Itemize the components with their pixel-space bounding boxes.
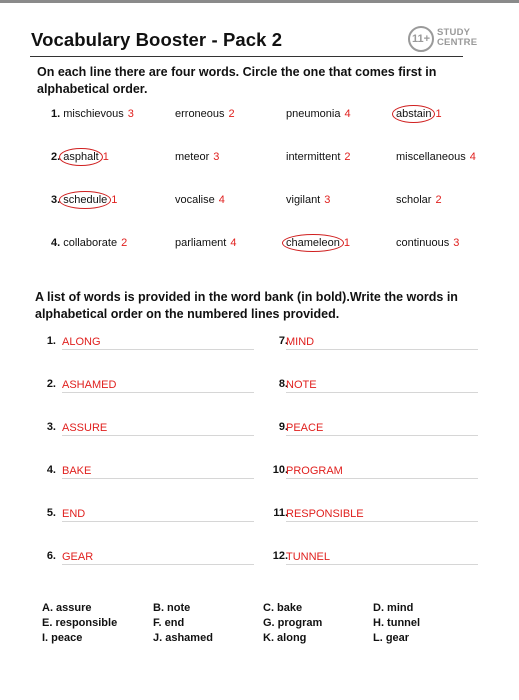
word-bank-item: D. mind: [373, 602, 414, 614]
answer-value: MIND: [286, 336, 315, 348]
option-rank: 3: [324, 194, 331, 206]
answer-line-2[interactable]: [62, 377, 254, 393]
option-word: scholar: [396, 194, 432, 206]
option-rank: 4: [469, 151, 476, 163]
answer-line-4[interactable]: [62, 463, 254, 479]
word-bank-item: E. responsible: [42, 617, 118, 629]
word-bank-item: F. end: [153, 617, 185, 629]
question-number: 1.: [51, 108, 61, 120]
answer-line-3[interactable]: [62, 420, 254, 436]
answer-number-6: 6.: [46, 550, 56, 562]
logo-badge: 11+: [408, 26, 434, 52]
option-word: vigilant: [286, 194, 321, 206]
answer-line-8[interactable]: [286, 377, 478, 393]
study-centre-logo: [408, 26, 490, 54]
option-rank: 3: [453, 237, 460, 249]
page-title: Vocabulary Booster - Pack 2: [31, 29, 283, 50]
answer-line-5[interactable]: [62, 506, 254, 522]
answer-value: END: [62, 508, 86, 520]
answer-value: RESPONSIBLE: [286, 508, 364, 520]
answer-number-10: 10.: [272, 464, 288, 476]
section2-instruction: A list of words is provided in the word bank (in bold).Write the words in alphabetical order on the numbered lines provided.: [35, 290, 458, 321]
word-bank-item: H. tunnel: [373, 617, 421, 629]
question-2-option-4[interactable]: [396, 151, 476, 163]
option-rank: 3: [127, 108, 134, 120]
question-1-option-1[interactable]: [51, 108, 134, 120]
question-3-option-3[interactable]: [286, 194, 330, 206]
word-bank-item: C. bake: [263, 602, 303, 614]
top-border: [0, 0, 519, 3]
answer-number-5: 5.: [46, 507, 56, 519]
option-word: mischievous: [63, 108, 124, 120]
answer-number-7: 7.: [278, 335, 288, 347]
option-rank: 1: [102, 151, 109, 163]
question-number: 2.: [51, 151, 61, 163]
option-word: parliament: [175, 237, 227, 249]
option-word: chameleon: [286, 237, 340, 249]
answer-number-8: 8.: [278, 378, 288, 390]
logo-text: [437, 28, 477, 48]
answer-number-2: 2.: [46, 378, 56, 390]
option-rank: 4: [344, 108, 351, 120]
option-rank: 1: [435, 108, 442, 120]
answer-number-11: 11.: [273, 507, 288, 519]
option-word: vocalise: [175, 194, 215, 206]
option-word: erroneous: [175, 108, 225, 120]
answer-value: PEACE: [286, 422, 324, 434]
question-number: 4.: [51, 237, 61, 249]
question-1-option-4[interactable]: [396, 108, 442, 120]
question-1-option-3[interactable]: [286, 108, 351, 120]
word-bank-item: G. program: [263, 617, 323, 629]
option-word: continuous: [396, 237, 450, 249]
answer-line-7[interactable]: [286, 334, 478, 350]
word-bank-item: I. peace: [42, 632, 83, 644]
answer-number-4: 4.: [46, 464, 56, 476]
answer-value: ASSURE: [62, 422, 108, 434]
option-rank: 3: [213, 151, 220, 163]
word-bank-item: K. along: [263, 632, 307, 644]
answer-number-1: 1.: [46, 335, 56, 347]
question-2-option-3[interactable]: [286, 151, 351, 163]
option-word: intermittent: [286, 151, 341, 163]
question-4-option-4[interactable]: [396, 237, 459, 249]
option-rank: 4: [218, 194, 225, 206]
question-3-option-4[interactable]: [396, 194, 442, 206]
answer-value: GEAR: [62, 551, 94, 563]
option-rank: 4: [230, 237, 237, 249]
word-bank-item: A. assure: [42, 602, 92, 614]
option-rank: 2: [121, 237, 128, 249]
option-word: miscellaneous: [396, 151, 466, 163]
answer-number-3: 3.: [46, 421, 56, 433]
answer-value: NOTE: [286, 379, 317, 391]
question-3-option-1[interactable]: [51, 194, 117, 206]
word-bank-item: L. gear: [373, 632, 410, 644]
answer-line-12[interactable]: [286, 549, 478, 565]
answer-line-6[interactable]: [62, 549, 254, 565]
answer-line-1[interactable]: [62, 334, 254, 350]
answer-value: TUNNEL: [286, 551, 331, 563]
title-divider: [30, 56, 463, 57]
logo-line2: CENTRE: [437, 37, 478, 48]
option-rank: 2: [344, 151, 351, 163]
option-rank: 1: [343, 237, 350, 249]
option-rank: 1: [111, 194, 118, 206]
option-rank: 2: [435, 194, 442, 206]
option-rank: 2: [228, 108, 235, 120]
word-bank-item: B. note: [153, 602, 191, 614]
question-1-option-2[interactable]: [175, 108, 235, 120]
answer-value: ALONG: [62, 336, 101, 348]
question-4-option-3[interactable]: [286, 237, 350, 249]
option-word: schedule: [63, 194, 108, 206]
question-3-option-2[interactable]: [175, 194, 225, 206]
question-2-option-1[interactable]: [51, 151, 109, 163]
option-word: pneumonia: [286, 108, 341, 120]
option-word: asphalt: [63, 151, 99, 163]
section1-instruction: On each line there are four words. Circle the one that comes first in alphabetical order.: [37, 65, 437, 96]
answer-value: BAKE: [62, 465, 92, 477]
question-2-option-2[interactable]: [175, 151, 219, 163]
option-word: meteor: [175, 151, 210, 163]
answer-value: ASHAMED: [62, 379, 117, 391]
answer-line-11[interactable]: [286, 506, 478, 522]
option-word: abstain: [396, 108, 432, 120]
answer-value: PROGRAM: [286, 465, 343, 477]
question-4-option-2[interactable]: [175, 237, 236, 249]
answer-line-9[interactable]: [286, 420, 478, 436]
word-bank-item: J. ashamed: [153, 632, 213, 644]
answer-line-10[interactable]: [286, 463, 478, 479]
question-4-option-1[interactable]: [51, 237, 127, 249]
logo-line1: STUDY: [437, 27, 471, 38]
answer-number-12: 12.: [272, 550, 288, 562]
option-word: collaborate: [63, 237, 118, 249]
question-number: 3.: [51, 194, 61, 206]
answer-number-9: 9.: [278, 421, 288, 433]
